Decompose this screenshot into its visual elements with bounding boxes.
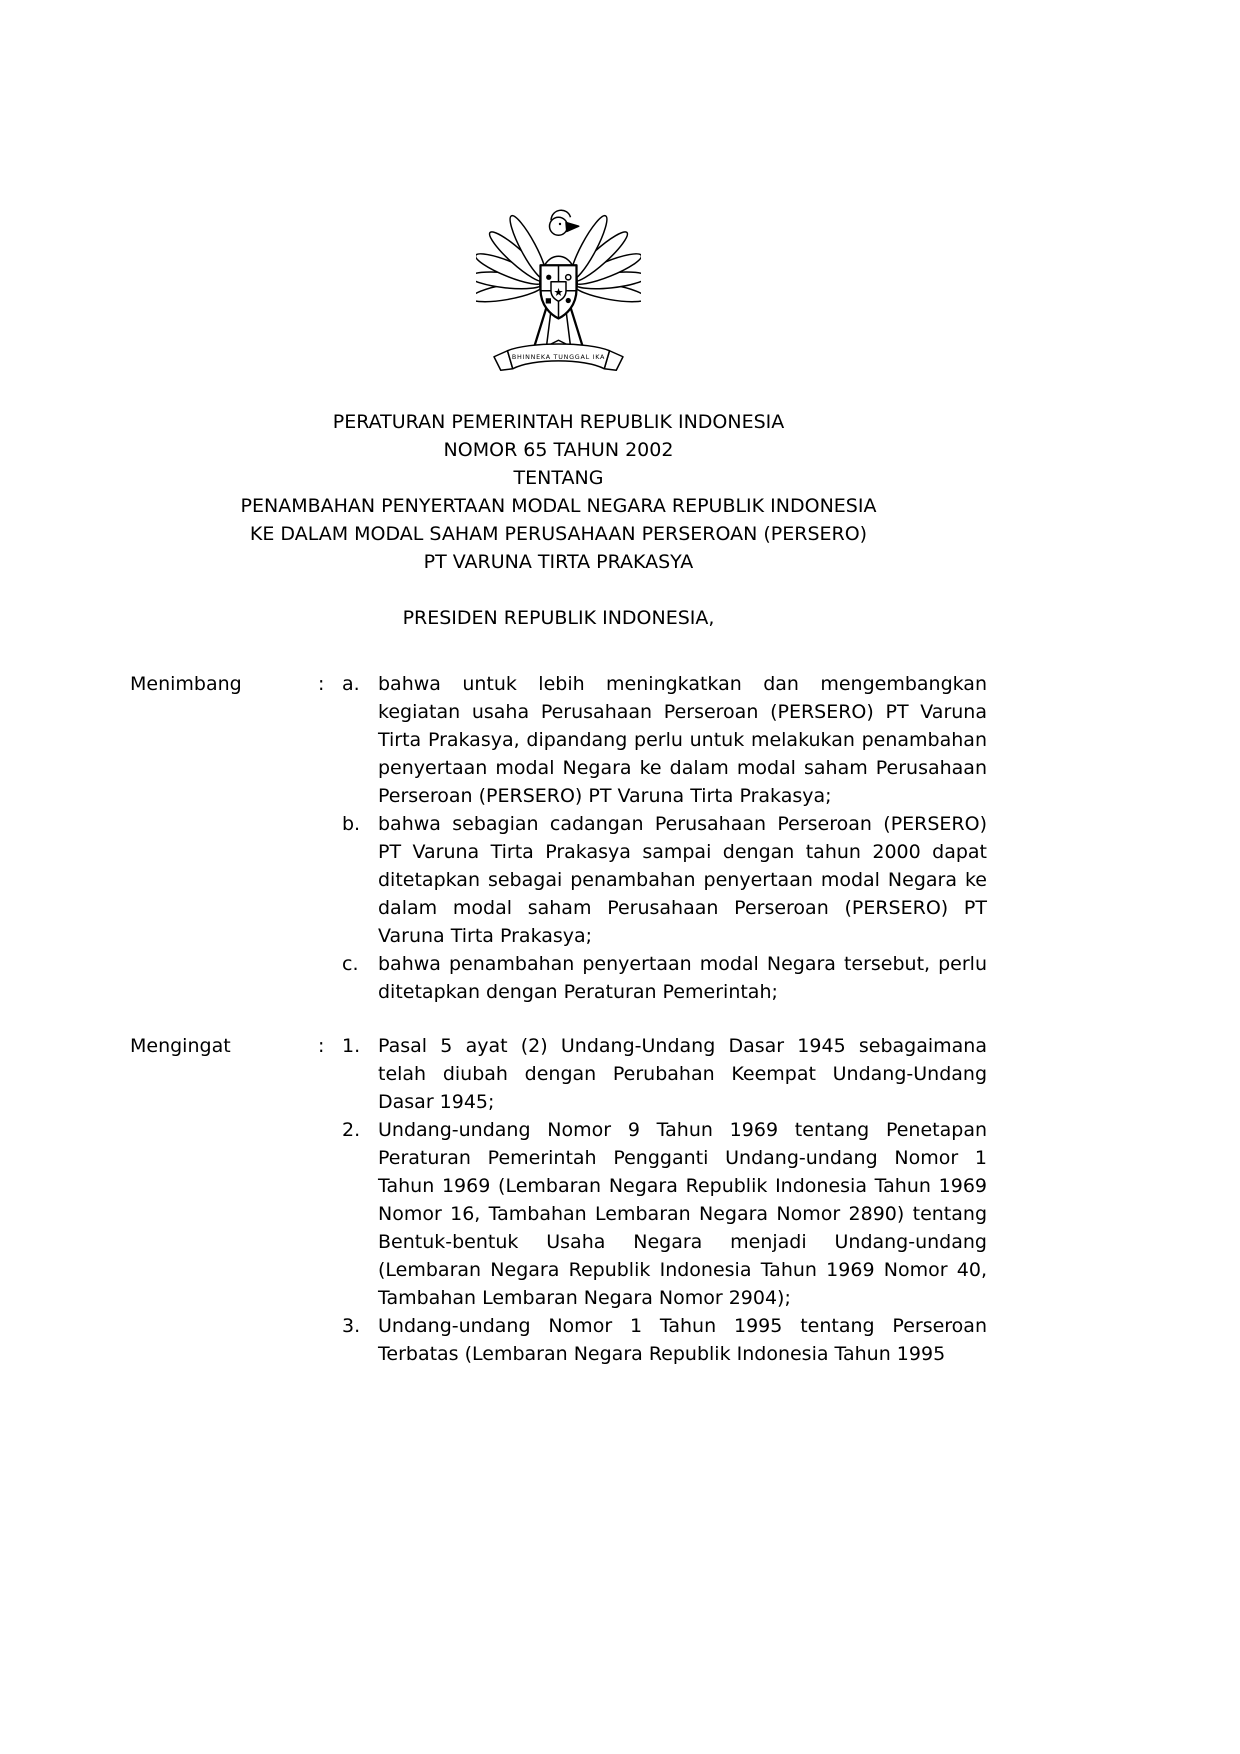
section-label: Menimbang: [130, 673, 242, 695]
list-item-text: bahwa sebagian cadangan Perusahaan Perseroan (PERSERO) PT Varuna Tirta Prakasya sampai dengan tahun 2000 dapat ditetapkan sebagai penambahan penyertaan modal Negara ke dalam modal saham Perusahaan Perseroan (PERSERO) PT Varuna Tirta Prakasya;: [378, 813, 987, 947]
title-line-1: PERATURAN PEMERINTAH REPUBLIK INDONESIA: [332, 411, 785, 433]
list-item-marker: 3.: [342, 1315, 361, 1337]
section-menimbang: [130, 670, 987, 1006]
section-items: [342, 670, 987, 1006]
salutation: PRESIDEN REPUBLIK INDONESIA,: [402, 607, 715, 629]
section-label: Mengingat: [130, 1035, 231, 1057]
section-colon: :: [318, 673, 325, 695]
garuda-pancasila-emblem: [130, 196, 987, 392]
list-item-marker: a.: [342, 673, 360, 695]
list-item-marker: b.: [342, 813, 361, 835]
list-item-text: Pasal 5 ayat (2) Undang-Undang Dasar 1945 sebagaimana telah diubah dengan Perubahan Keempat Undang-Undang Dasar 1945;: [378, 1035, 987, 1113]
list-item-text: bahwa penambahan penyertaan modal Negara tersebut, perlu ditetapkan dengan Peraturan Pemerintah;: [378, 953, 987, 1003]
title-line-2: NOMOR 65 TAHUN 2002: [443, 439, 674, 461]
svg-text:★: ★: [553, 286, 564, 299]
list-item-3: [342, 1312, 987, 1368]
list-item-1: [342, 1032, 987, 1116]
list-item-text: Undang-undang Nomor 9 Tahun 1969 tentang Penetapan Peraturan Pemerintah Pengganti Undang-undang Nomor 1 Tahun 1969 (Lembaran Negara Republik Indonesia Tahun 1969 Nomor 16, Tambahan Lembaran Negara Nomor 2890) tentang Bentuk-bentuk Usaha Negara menjadi Undang-undang (Lembaran Negara Republik Indonesia Tahun 1969 Nomor 40, Tambahan Lembaran Negara Nomor 2904);: [378, 1119, 987, 1309]
title-line-4: PENAMBAHAN PENYERTAAN MODAL NEGARA REPUBLIK INDONESIA: [240, 495, 877, 517]
list-item-text: bahwa untuk lebih meningkatkan dan mengembangkan kegiatan usaha Perusahaan Perseroan (PERSERO) PT Varuna Tirta Prakasya, dipandang perlu untuk melakukan penambahan penyertaan modal Negara ke dalam modal saham Perusahaan Perseroan (PERSERO) PT Varuna Tirta Prakasya;: [378, 673, 987, 807]
list-item-text: Undang-undang Nomor 1 Tahun 1995 tentang Perseroan Terbatas (Lembaran Negara Republik Indonesia Tahun 1995: [378, 1315, 987, 1365]
list-item-marker: c.: [342, 953, 359, 975]
section-mengingat: [130, 1032, 987, 1368]
document-body: [130, 670, 987, 1368]
garuda-pancasila-icon: [476, 196, 641, 384]
list-item-c: [342, 950, 987, 1006]
title-line-5: KE DALAM MODAL SAHAM PERUSAHAAN PERSEROAN (PERSERO): [249, 523, 868, 545]
list-item-b: [342, 810, 987, 950]
list-item-2: [342, 1116, 987, 1312]
document-content: [130, 196, 987, 1368]
list-item-marker: 1.: [342, 1035, 361, 1057]
title-block: [130, 408, 987, 576]
section-items: [342, 1032, 987, 1368]
title-line-6: PT VARUNA TIRTA PRAKASYA: [423, 551, 694, 573]
section-colon: :: [318, 1035, 325, 1057]
emblem-banner-text: BHINNEKA TUNGGAL IKA: [511, 353, 606, 361]
list-item-marker: 2.: [342, 1119, 361, 1141]
list-item-a: [342, 670, 987, 810]
title-line-3: TENTANG: [513, 467, 604, 489]
